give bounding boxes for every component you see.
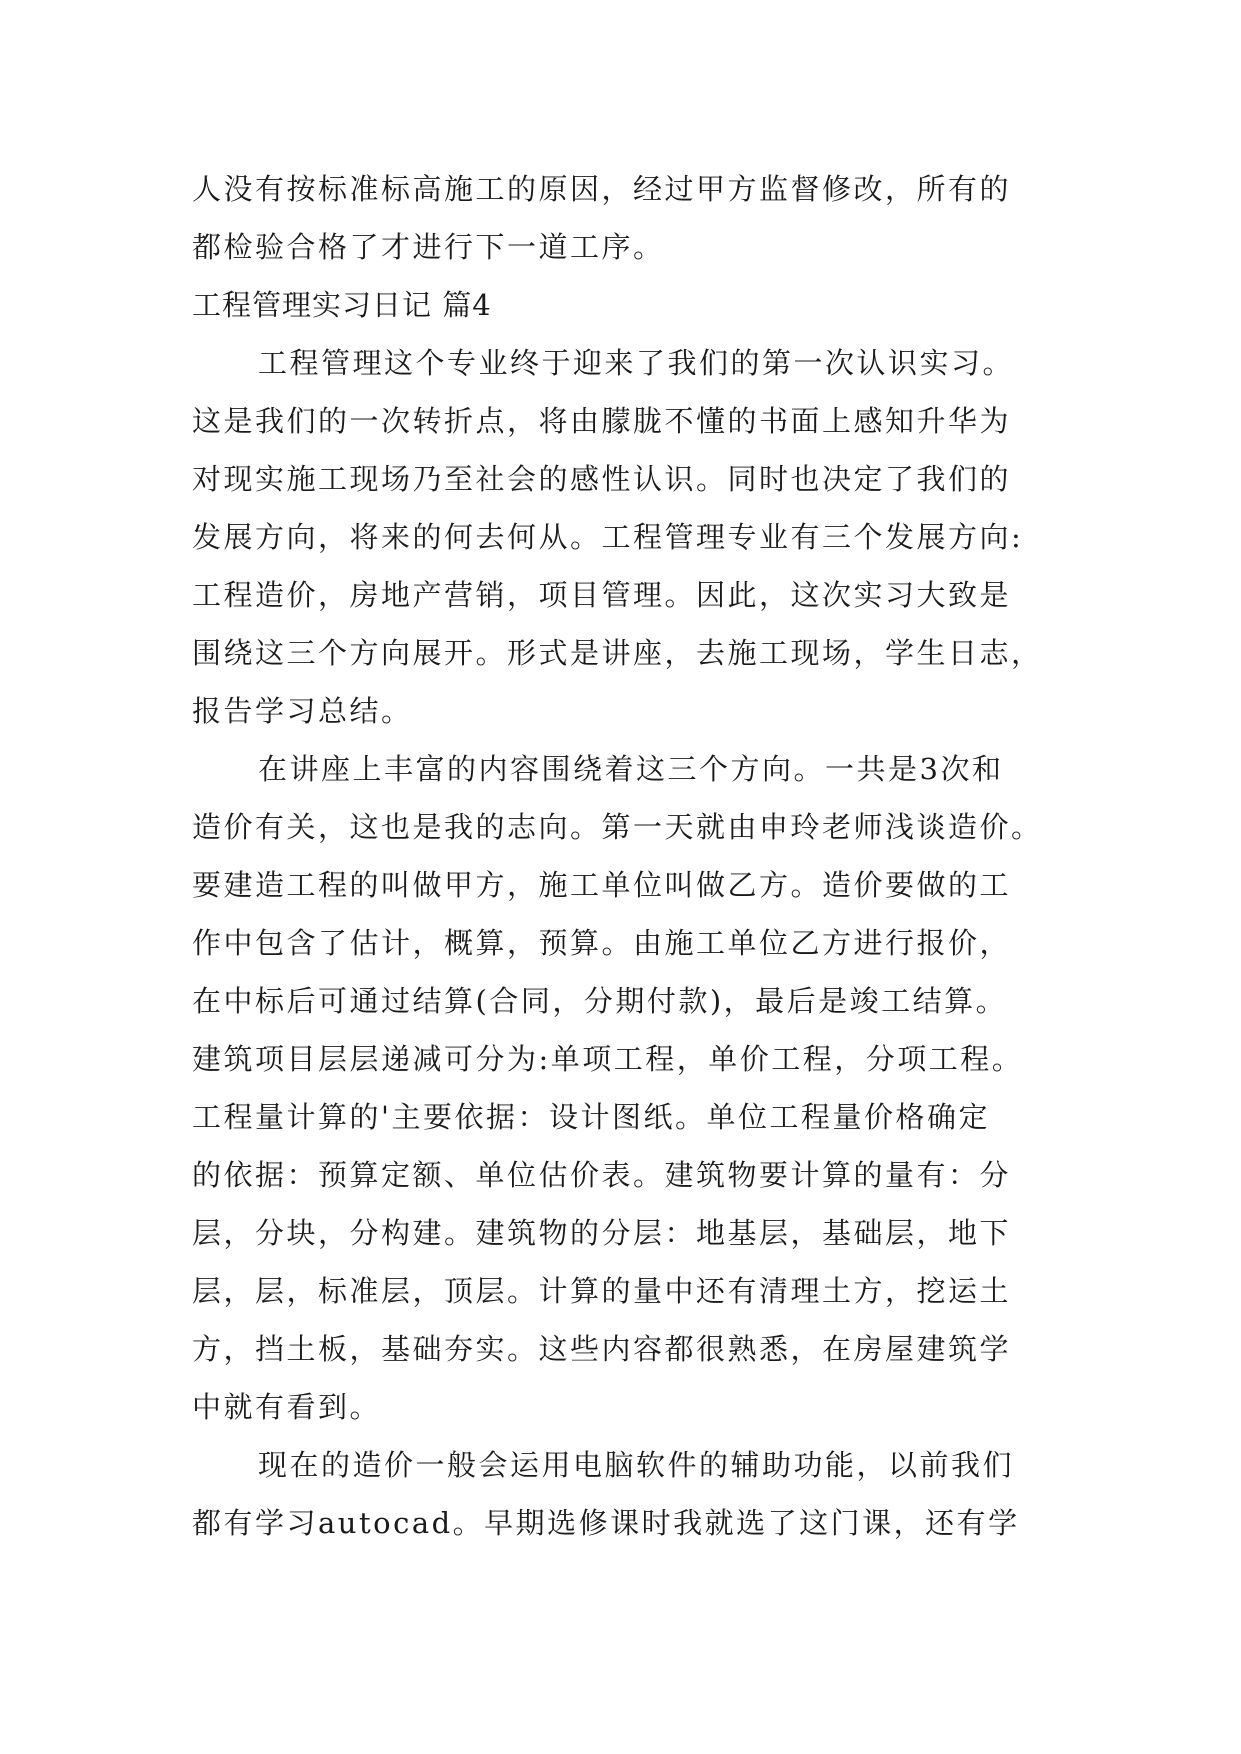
paragraph-1 — [192, 334, 1064, 740]
text-line: 都有学习autocad。早期选修课时我就选了这门课，还有学 — [192, 1506, 1020, 1540]
paragraph-2 — [192, 740, 1064, 1436]
text-line: 的依据：预算定额、单位估价表。建筑物要计算的量有：分 — [192, 1158, 1012, 1192]
text-line: 在中标后可通过结算(合同，分期付款)，最后是竣工结算。 — [192, 984, 1008, 1018]
text-line: 在讲座上丰富的内容围绕着这三个方向。一共是3次和 — [258, 752, 1004, 786]
text-line: 对现实施工现场乃至社会的感性认识。同时也决定了我们的 — [192, 462, 1012, 496]
text-line: 工程管理这个专业终于迎来了我们的第一次认识实习。 — [258, 346, 1015, 380]
text-line: 作中包含了估计，概算，预算。由施工单位乙方进行报价， — [192, 926, 1012, 960]
text-line: 围绕这三个方向展开。形式是讲座，去施工现场，学生日志， — [192, 636, 1043, 670]
text-line: 方，挡土板，基础夯实。这些内容都很熟悉，在房屋建筑学 — [192, 1332, 1012, 1366]
text-line: 这是我们的一次转折点，将由朦胧不懂的书面上感知升华为 — [192, 404, 1012, 438]
text-line: 报告学习总结。 — [192, 694, 413, 728]
section-heading: 工程管理实习日记 篇4 — [192, 288, 492, 322]
continuation-paragraph — [192, 160, 1064, 276]
text-line: 都检验合格了才进行下一道工序。 — [192, 230, 665, 264]
text-line: 人没有按标准标高施工的原因，经过甲方监督修改，所有的 — [192, 172, 1012, 206]
paragraph-3 — [192, 1436, 1064, 1552]
text-line: 工程造价，房地产营销，项目管理。因此，这次实习大致是 — [192, 578, 1012, 612]
text-line: 层，层，标准层，顶层。计算的量中还有清理土方，挖运土 — [192, 1274, 1012, 1308]
text-line: 发展方向，将来的何去何从。工程管理专业有三个发展方向: — [192, 520, 1024, 554]
text-line: 中就有看到。 — [192, 1390, 382, 1424]
text-line: 要建造工程的叫做甲方，施工单位叫做乙方。造价要做的工 — [192, 868, 1012, 902]
text-line: 现在的造价一般会运用电脑软件的辅助功能，以前我们 — [258, 1448, 1015, 1482]
text-line: 建筑项目层层递减可分为:单项工程，单价工程，分项工程。 — [192, 1042, 1024, 1076]
text-line: 层，分块，分构建。建筑物的分层：地基层，基础层，地下 — [192, 1216, 1012, 1250]
text-line: 造价有关，这也是我的志向。第一天就由申玲老师浅谈造价。 — [192, 810, 1043, 844]
document-body — [192, 160, 1064, 1552]
text-line: 工程量计算的'主要依据：设计图纸。单位工程量价格确定 — [192, 1100, 990, 1134]
